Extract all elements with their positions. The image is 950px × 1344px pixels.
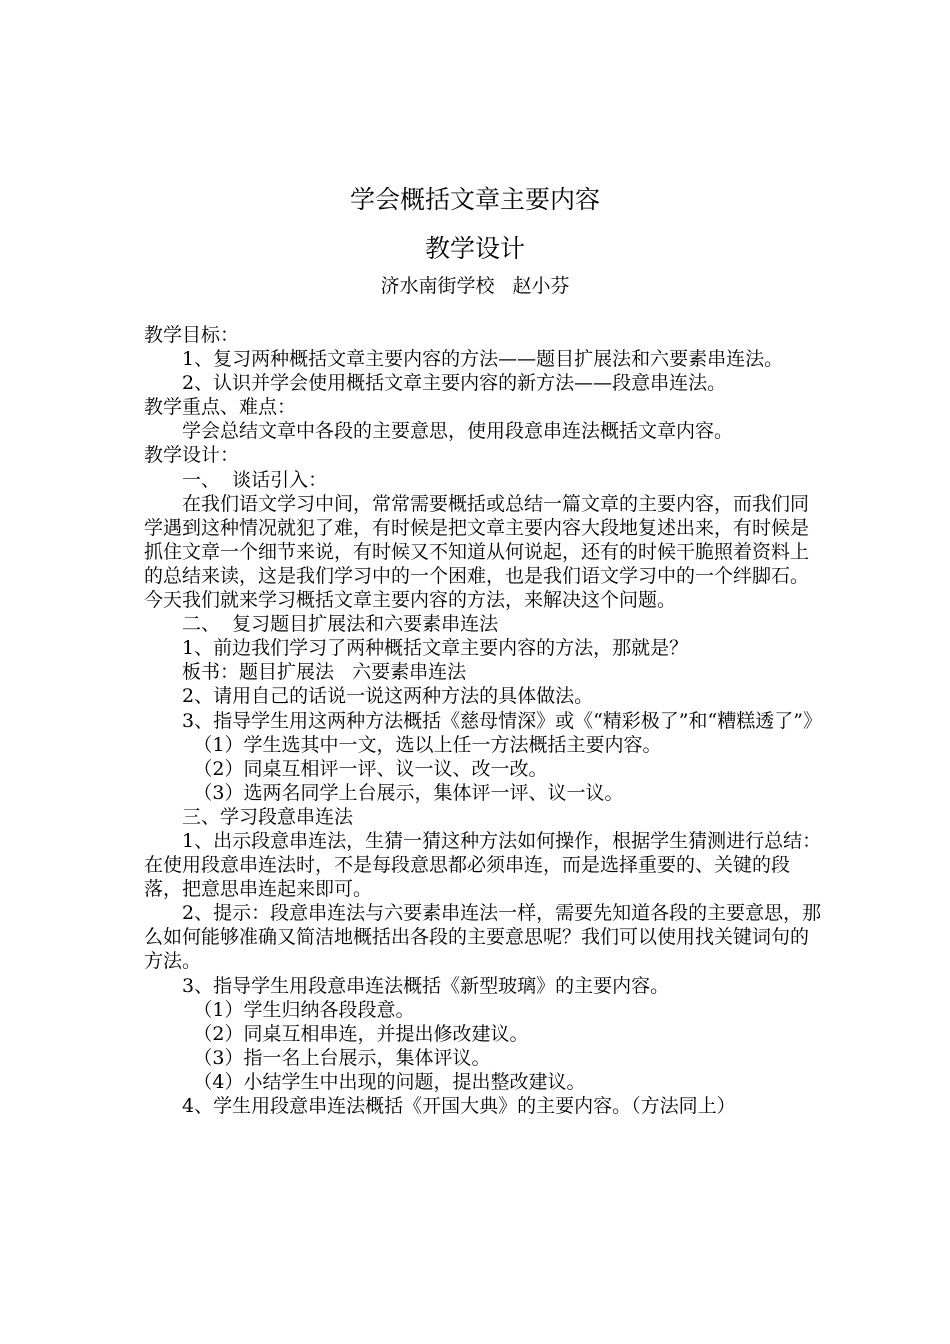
paragraph: （3）选两名同学上台展示，集体评一评、议一议。	[193, 781, 624, 804]
document-author: 济水南街学校 赵小芬	[380, 275, 570, 297]
paragraph: 2、请用自己的话说一说这两种方法的具体做法。	[182, 685, 594, 708]
paragraph: （2）同桌互相串连，并提出修改建议。	[193, 1022, 529, 1045]
paragraph: 在我们语文学习中间，常常需要概括或总结一篇文章的主要内容，而我们同学遇到这种情况就犯了难，有时候是把文章主要内容大段地复述出来，有时候是抓住文章一个细节来说，有时候又不知道从何说起，还有的时候干脆照着资料上的总结来读，这是我们学习中的一个困难，也是我们语文学习中的一个绊脚石。今天我们就来学习概括文章主要内容的方法，来解决这个问题。	[144, 492, 810, 612]
paragraph: 教学重点、难点：	[144, 396, 297, 419]
paragraph: （2）同桌互相评一评、议一议、改一改。	[193, 757, 548, 780]
paragraph: （1）学生归纳各段段意。	[193, 998, 415, 1021]
paragraph: 1、前边我们学习了两种概括文章主要内容的方法，那就是？	[182, 637, 689, 660]
paragraph: 1、复习两种概括文章主要内容的方法——题目扩展法和六要素串连法。	[182, 348, 784, 371]
paragraph: 三、学习段意串连法	[182, 805, 354, 828]
paragraph: 4、学生用段意串连法概括《开国大典》的主要内容。（方法同上）	[182, 1095, 736, 1117]
paragraph: 1、出示段意串连法，生猜一猜这种方法如何操作，根据学生猜测进行总结：在使用段意串连法时，不是每段意思都必须串连，而是选择重要的、关键的段落，把意思串连起来即可。	[144, 829, 822, 901]
paragraph: （3）指一名上台展示，集体评议。	[193, 1046, 491, 1069]
paragraph: 学会总结文章中各段的主要意思，使用段意串连法概括文章内容。	[182, 420, 734, 443]
paragraph: 一、 谈话引入：	[182, 468, 328, 491]
document-body	[144, 323, 824, 1118]
document-subtitle: 教学设计	[424, 234, 525, 263]
paragraph: （4）小结学生中出现的问题，提出整改建议。	[193, 1070, 586, 1093]
paragraph: 3、指导学生用段意串连法概括《新型玻璃》的主要内容。	[182, 974, 670, 997]
paragraph: （1）学生选其中一文，选以上任一方法概括主要内容。	[193, 733, 662, 756]
paragraph: 2、认识并学会使用概括文章主要内容的新方法——段意串连法。	[182, 372, 727, 395]
paragraph: 板书：题目扩展法 六要素串连法	[182, 661, 467, 684]
paragraph: 3、指导学生用这两种方法概括《慈母情深》或《“精彩极了”和“糟糕透了”》	[182, 709, 822, 732]
paragraph: 2、提示：段意串连法与六要素串连法一样，需要先知道各段的主要意思，那么如何能够准确又简洁地概括出各段的主要意思呢？我们可以使用找关键词句的方法。	[144, 902, 822, 973]
paragraph: 教学目标：	[144, 324, 240, 346]
paragraph: 教学设计：	[144, 444, 240, 467]
paragraph: 二、 复习题目扩展法和六要素串连法	[182, 613, 499, 636]
document-title: 学会概括文章主要内容	[349, 185, 600, 214]
